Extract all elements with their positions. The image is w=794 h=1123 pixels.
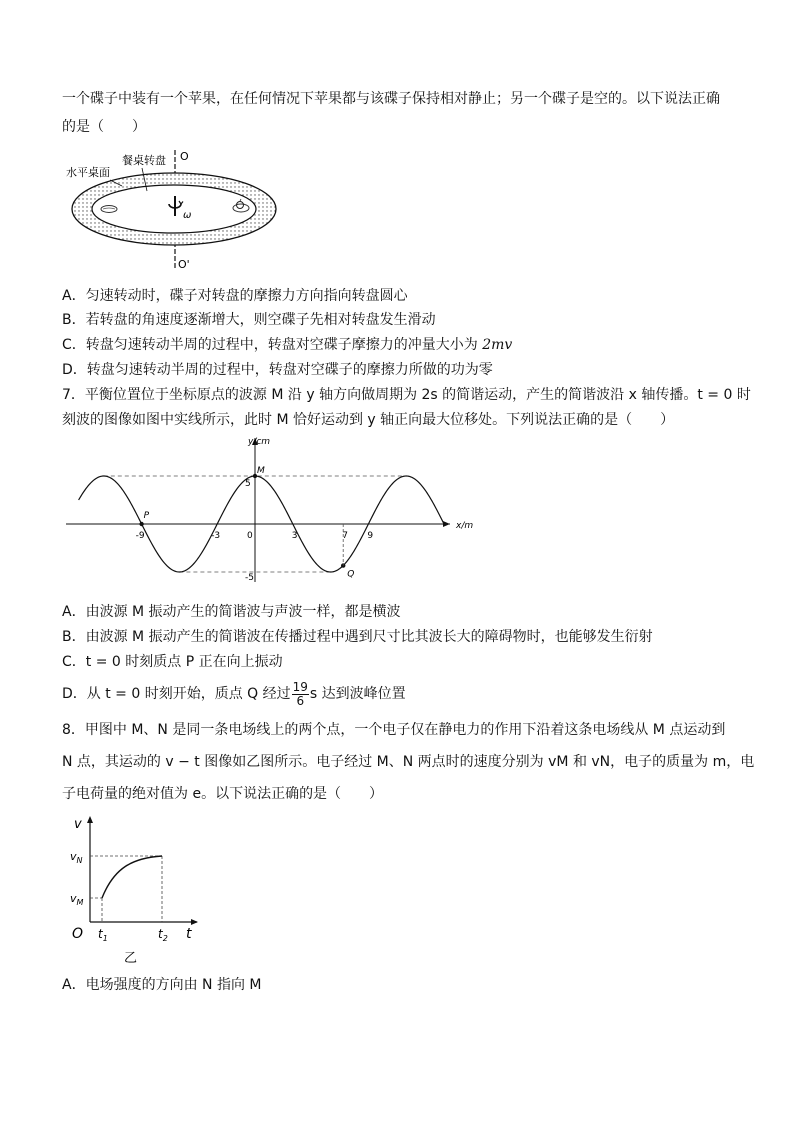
vt-curve [102,856,162,898]
point-label-m: M [257,466,265,476]
y-axis-label: v [74,817,82,832]
q7-option-d-pre: D．从 t = 0 时刻开始，质点 Q 经过 [62,686,291,702]
q7-stem-line1: 7．平衡位置位于坐标原点的波源 M 沿 y 轴方向做周期为 2s 的简谐运动，产生的简谐波沿 x 轴传播。t = 0 时 [62,387,751,403]
x-tick-label: 3 [291,531,298,541]
q6-stem-line1: 一个碟子中装有一个苹果，在任何情况下苹果都与该碟子保持相对静止；另一个碟子是空的。以下说法正确 [62,91,720,107]
x-tick-label: 7 [342,531,348,541]
x-axis-arrow [191,919,198,925]
q7-option-d-post: s 达到波峰位置 [309,686,406,702]
point-p [139,522,143,526]
y-axis-arrow [87,816,93,823]
table-label: 水平桌面 [66,166,110,179]
q6-option-b: B．若转盘的角速度逐渐增大，则空碟子先相对转盘发生滑动 [62,312,436,328]
origin-label: O [72,926,84,942]
t1-tick-label: $t_1$ [98,927,108,943]
vm-tick-label: $v_M$ [70,892,84,907]
axis-top-label: O [180,150,189,163]
x-axis-arrow [443,521,450,527]
q6-option-c-text: C．转盘匀速转动半周的过程中，转盘对空碟子摩擦力的冲量大小为 [62,337,483,353]
x-axis-label: x/m [456,521,474,531]
fraction-denominator: 6 [296,693,305,708]
vt-chart [62,812,212,968]
q6-option-a: A．匀速转动时，碟子对转盘的摩擦力方向指向转盘圆心 [62,288,408,304]
y-tick-label: -5 [245,573,254,583]
figure-caption: 乙 [124,951,138,966]
wave-chart [62,432,482,590]
x-tick-label: -3 [211,531,221,541]
turntable-label: 餐桌转盘 [122,154,166,167]
turntable-figure [62,146,282,272]
q8-option-a: A．电场强度的方向由 N 指向 M [62,977,262,993]
q7-option-b: B．由波源 M 振动产生的简谐波在传播过程中遇到尺寸比其波长大的障碍物时，也能够发生衍射 [62,629,653,645]
q6-stem-line2: 的是（ ） [62,119,146,135]
y-tick-label: 5 [245,479,251,489]
vn-tick-label: $v_N$ [70,850,83,865]
x-tick-label: 0 [247,531,253,541]
q7-stem-line2: 刻波的图像如图中实线所示，此时 M 恰好运动到 y 轴正向最大位移处。下列说法正确的是（ ） [62,412,675,428]
t2-tick-label: $t_2$ [158,927,168,943]
q8-stem-line3: 子电荷量的绝对值为 e。以下说法正确的是（ ） [62,786,384,802]
q6-option-c [62,335,512,355]
q7-option-c: C．t = 0 时刻质点 P 正在向上振动 [62,654,283,670]
q8-stem-line2: N 点，其运动的 v − t 图像如乙图所示。电子经过 M、N 两点时的速度分别为 vM 和 vN，电子的质量为 m，电 [62,754,755,770]
point-label-q: Q [347,569,355,580]
fraction [292,681,309,708]
fraction-numerator: 19 [292,679,308,694]
q7-option-d [62,680,406,708]
q6-option-d: D．转盘匀速转动半周的过程中，转盘对空碟子的摩擦力所做的功为零 [62,362,493,378]
y-axis-label: y/cm [248,437,271,447]
point-label-p: P [143,511,150,521]
omega-label: ω [183,210,192,221]
x-tick-label: -9 [135,531,145,541]
q8-stem-line1: 8．甲图中 M、N 是同一条电场线上的两个点，一个电子仅在静电力的作用下沿着这条电场线从 M 点运动到 [62,722,726,738]
q7-option-a: A．由波源 M 振动产生的简谐波与声波一样，都是横波 [62,604,401,620]
x-tick-label: 9 [367,531,374,541]
q6-option-c-expr: 2mv [482,337,513,353]
axis-bottom-label: O' [178,258,190,271]
x-axis-label: t [186,926,192,942]
